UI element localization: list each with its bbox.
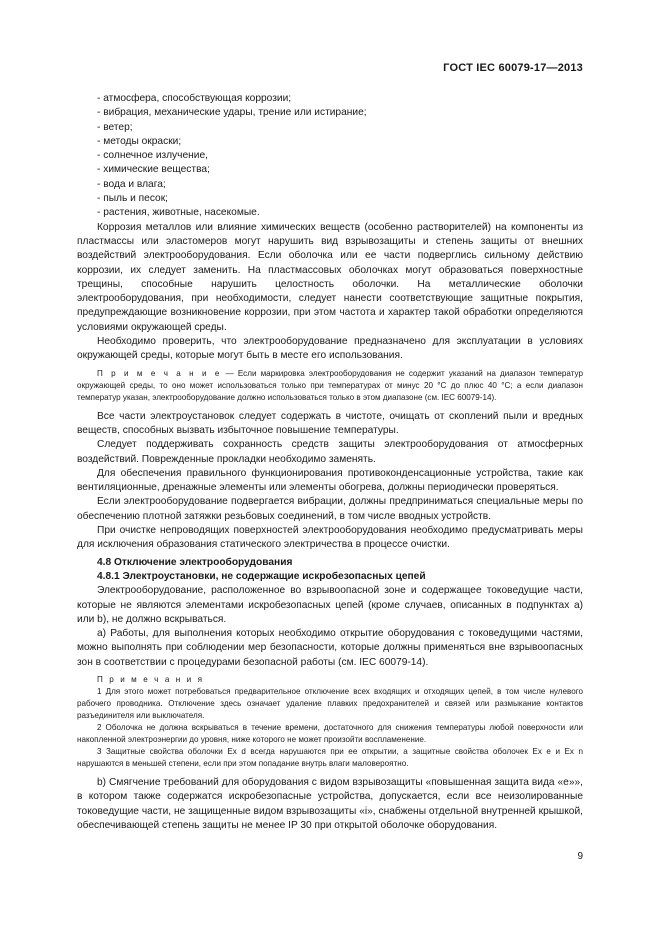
section-heading: 4.8 Отключение электрооборудования	[97, 556, 293, 568]
subsection-heading: 4.8.1 Электроустановки, не содержащие искробезопасных цепей	[97, 570, 426, 582]
page-number: 9	[577, 851, 583, 862]
list-item: - химические вещества;	[97, 164, 210, 176]
list-item: - растения, животные, насекомые.	[97, 207, 260, 219]
note: 3 Защитные свойства оболочки Ex d всегда нарушаются при ее открытии, а защитные свойства оболочек Ex e и Ex n нарушаются в меньшей степени, если при этом попадание внутрь влаги маловероятно.	[77, 746, 583, 768]
paragraph: b) Смягчение требований для оборудования с видом взрывозащиты «повышенная защита вида «е»», в котором также содержатся искробезопасные устройства, допускается, если все неизолированные токоведущие части, не защищенные видом взрывозащиты «i», снабжены отдельной внутренней крышкой, обеспечивающей степень защиты не менее IP 30 при открытой оболочке оборудования.	[77, 776, 583, 831]
paragraph: а) Работы, для выполнения которых необходимо открытие оборудования с токоведущими частями, можно выполнять при соблюдении мер безопасности, которые должны применяться вне взрывоопасных зон в соответствии с процедурами безопасной работы (см. IEC 60079-14).	[77, 628, 583, 668]
list-item: - вода и влага;	[97, 178, 166, 190]
paragraph: Коррозия металлов или влияние химических веществ (особенно растворителей) на компоненты из пластмассы или эластомеров могут нарушить вид взрывозащиты и степень защиты от внешних воздействий электрооборудования. Если оболочка или ее части подверглись сильному действию коррозии, их следует заменить. На пластмассовых оболочках могут образоваться поверхностные трещины, способные нарушить целостность оболочки. На металлические оболочки электрооборудования, при необходимости, следует нанести соответствующие защитные покрытия, предупреждающие возникновение коррозии, при этом частота и характер такой обработки определяются условиями окружающей среды.	[77, 221, 583, 333]
paragraph: Следует поддерживать сохранность средств защиты электрооборудования от атмосферных воздействий. Поврежденные прокладки необходимо заменять.	[77, 439, 583, 465]
paragraph: Все части электроустановок следует содержать в чистоте, очищать от скоплений пыли и вредных веществ, способных вызвать избыточное повышение температуры.	[77, 410, 583, 436]
paragraph: Необходимо проверить, что электрооборудование предназначено для эксплуатации в условиях окружающей среды, которые могут быть в месте его использования.	[77, 336, 583, 362]
list-item: - солнечное излучение,	[97, 150, 208, 162]
factor-list	[77, 92, 583, 221]
note-text: — Если маркировка электрооборудования не содержит указаний на диапазон температур окружающей среды, то оно может использоваться только при температурах от минус 20 °С до плюс 40 °С; а если диапазон температур указан, электрооборудование должно использоваться только в этом диапазоне (см. IEC 60079-14).	[77, 368, 583, 402]
paragraph: Электрооборудование, расположенное во взрывоопасной зоне и содержащее токоведущие части, которые не являются элементами искробезопасных цепей (кроме случаев, описанных в подпунктах а) или b), не должно вскрываться.	[77, 585, 583, 625]
note	[77, 368, 583, 404]
document-body	[77, 92, 583, 833]
paragraph: При очистке непроводящих поверхностей электрооборудования необходимо предусматривать меры для исключения образования статического электричества в процессе очистки.	[77, 525, 583, 551]
list-item: - атмосфера, способствующая коррозии;	[97, 93, 292, 104]
list-item: - вибрация, механические удары, трение или истирание;	[97, 107, 367, 119]
note-label: П р и м е ч а н и е	[97, 368, 222, 378]
list-item: - пыль и песок;	[97, 193, 169, 205]
note: 2 Оболочка не должна вскрываться в течение времени, достаточного для снижения температуры любой поверхности или накопленной электроэнергии до уровня, ниже которого не может произойти воспламенение.	[77, 722, 583, 744]
document-id-header: ГОСТ IEC 60079-17—2013	[443, 62, 583, 74]
paragraph: Для обеспечения правильного функционирования противоконденсационные устройства, такие как вентиляционные, дренажные элементы или элементы обогрева, должны периодически проверяться.	[77, 467, 583, 494]
list-item: - ветер;	[97, 121, 133, 133]
paragraph: Если электрооборудование подвергается вибрации, должны предприниматься специальные меры по обеспечению плотной затяжки резьбовых соединений, в том числе вводных устройств.	[77, 496, 583, 522]
notes-label: П р и м е ч а н и я	[97, 674, 205, 684]
list-item: - методы окраски;	[97, 135, 182, 147]
note: 1 Для этого может потребоваться предварительное отключение всех входящих и отходящих цепей, в том числе нулевого рабочего проводника. Отключение здесь означает удаление плавких предохранителей и связей или размыкание контактов разъединителя или выключателя.	[77, 686, 583, 720]
